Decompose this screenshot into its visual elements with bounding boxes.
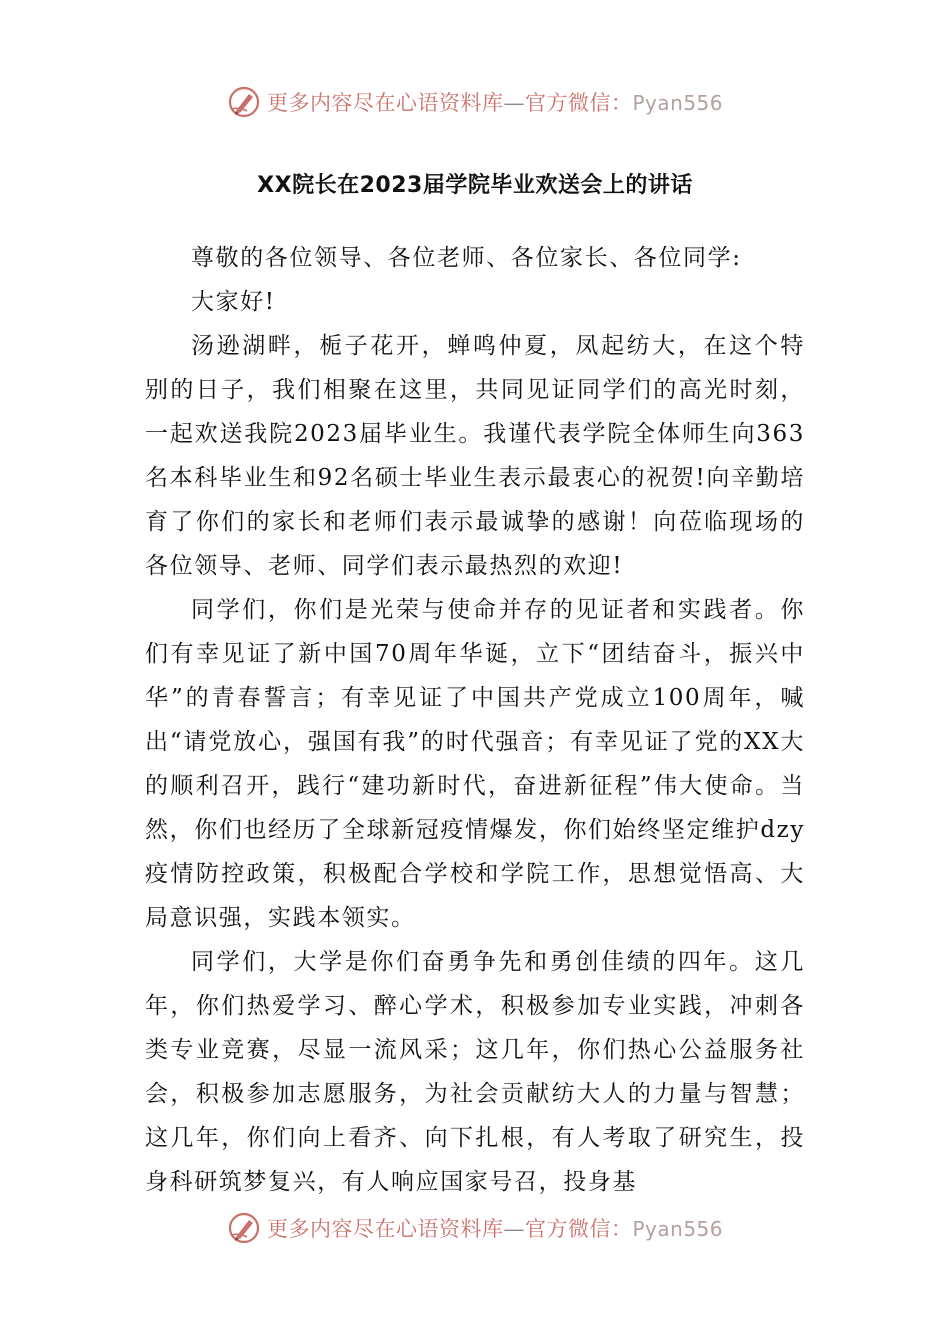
document-body (145, 236, 805, 1204)
watermark-banner-top (0, 82, 950, 122)
watermark-banner-bottom (0, 1208, 950, 1248)
body-paragraph-1: 汤逊湖畔，栀子花开，蝉鸣仲夏，凤起纺大，在这个特别的日子，我们相聚在这里，共同见证同学们的高光时刻，一起欢送我院2023届毕业生。我谨代表学院全体师生向363名本科毕业生和92名硕士毕业生表示最衷心的祝贺!向辛勤培育了你们的家长和老师们表示最诚挚的感谢！向莅临现场的各位领导、老师、同学们表示最热烈的欢迎! (145, 333, 805, 579)
watermark-text: 更多内容尽在心语资料库—官方微信：Pyan556 (266, 91, 723, 115)
greeting-paragraph: 大家好! (191, 289, 276, 315)
body-paragraph-2: 同学们，你们是光荣与使命并存的见证者和实践者。你们有幸见证了新中国70周年华诞，立下“团结奋斗，振兴中华”的青春誓言；有幸见证了中国共产党成立100周年，喊出“请党放心，强国有我”的时代强音；有幸见证了党的XX大的顺利召开，践行“建功新时代，奋进新征程”伟大使命。当然，你们也经历了全球新冠疫情爆发，你们始终坚定维护dzy疫情防控政策，积极配合学校和学院工作，思想觉悟高、大局意识强，实践本领实。 (145, 597, 805, 931)
body-paragraph-3: 同学们，大学是你们奋勇争先和勇创佳绩的四年。这几年，你们热爱学习、醉心学术，积极参加专业实践，冲刺各类专业竞赛，尽显一流风采；这几年，你们热心公益服务社会，积极参加志愿服务，为社会贡献纺大人的力量与智慧；这几年，你们向上看齐、向下扎根，有人考取了研究生，投身科研筑梦复兴，有人响应国家号召，投身基 (145, 949, 805, 1195)
salutation-paragraph: 尊敬的各位领导、各位老师、各位家长、各位同学: (191, 245, 742, 271)
document-title: XX院长在2023届学院毕业欢送会上的讲话 (257, 173, 693, 198)
pen-logo-icon (227, 85, 261, 119)
pen-logo-icon (227, 1211, 261, 1245)
watermark-text: 更多内容尽在心语资料库—官方微信：Pyan556 (266, 1217, 723, 1241)
